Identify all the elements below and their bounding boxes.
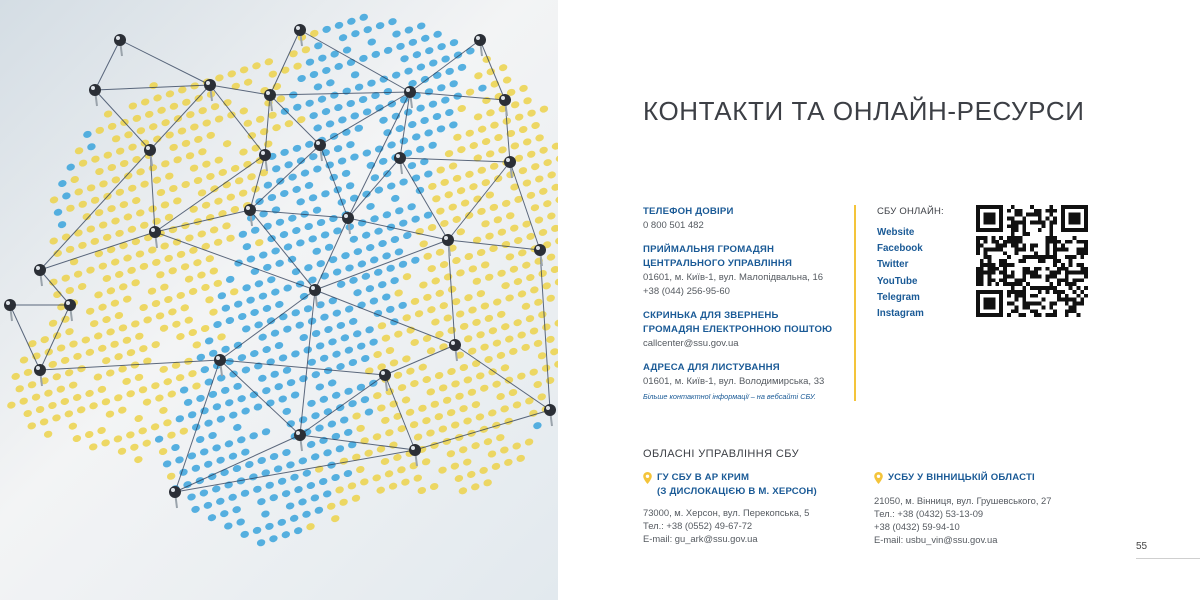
vinnytsia-phone-2[interactable]: +38 (0432) 59-94-10 <box>874 521 960 532</box>
link-website[interactable]: Website <box>877 227 915 238</box>
mailing-heading: АДРЕСА ДЛЯ ЛИСТУВАННЯ <box>643 362 780 373</box>
vinnytsia-email[interactable]: E-mail: usbu_vin@ssu.gov.ua <box>874 534 998 545</box>
office-crimea <box>643 471 873 545</box>
vinnytsia-phone-1[interactable]: Тел.: +38 (0432) 53-13-09 <box>874 508 984 519</box>
mailing-address: 01601, м. Київ-1, вул. Володимирська, 33 <box>643 376 825 387</box>
qr-code[interactable] <box>976 205 1088 317</box>
crimea-phone[interactable]: Тел.: +38 (0552) 49-67-72 <box>643 520 753 531</box>
more-info-note[interactable]: Більше контактної інформації – на вебсайті СБУ. <box>643 392 816 401</box>
mailing-section <box>643 361 853 402</box>
crimea-heading-line2: (З ДИСЛОКАЦІЄЮ В М. ХЕРСОН) <box>657 486 817 497</box>
link-telegram[interactable]: Telegram <box>877 291 920 303</box>
reception-heading-line1: ПРИЙМАЛЬНЯ ГРОМАДЯН <box>643 244 775 255</box>
online-label: СБУ ОНЛАЙН: <box>877 206 944 217</box>
link-facebook[interactable]: Facebook <box>877 243 923 255</box>
network-map-photo <box>0 0 558 600</box>
regional-offices-title: ОБЛАСНІ УПРАВЛІННЯ СБУ <box>643 448 799 460</box>
reception-address: 01601, м. Київ-1, вул. Малопідвальна, 16 <box>643 272 824 283</box>
hotline-section <box>643 205 853 233</box>
email-section <box>643 309 853 351</box>
vinnytsia-address: 21050, м. Вінниця, вул. Грушевського, 27 <box>874 495 1052 506</box>
page-number: 55 <box>1136 541 1148 552</box>
hotline-heading: ТЕЛЕФОН ДОВІРИ <box>643 206 734 217</box>
callcenter-email[interactable]: callcenter@ssu.gov.ua <box>643 338 739 349</box>
page-number-rule <box>1136 558 1200 559</box>
yellow-divider <box>854 205 856 401</box>
reception-section <box>643 243 853 299</box>
link-twitter[interactable]: Twitter <box>877 259 909 271</box>
crimea-address: 73000, м. Херсон, вул. Перекопська, 5 <box>643 507 810 518</box>
email-heading-line2: ГРОМАДЯН ЕЛЕКТРОННОЮ ПОШТОЮ <box>643 324 833 335</box>
reception-heading-line2: ЦЕНТРАЛЬНОГО УПРАВЛІННЯ <box>643 258 793 269</box>
link-youtube[interactable]: YouTube <box>877 275 918 287</box>
online-resources <box>877 205 944 322</box>
email-heading-line1: СКРИНЬКА ДЛЯ ЗВЕРНЕНЬ <box>643 310 779 321</box>
map-pin-icon <box>643 472 652 484</box>
office-vinnytsia <box>874 471 1104 546</box>
contacts-column <box>643 205 853 412</box>
hotline-phone[interactable]: 0 800 501 482 <box>643 220 704 231</box>
vinnytsia-heading: УСБУ У ВІННИЦЬКІЙ ОБЛАСТІ <box>888 472 1035 483</box>
dotted-map <box>0 0 558 600</box>
link-instagram[interactable]: Instagram <box>877 308 924 320</box>
contacts-page <box>558 0 1200 600</box>
crimea-heading-line1: ГУ СБУ В АР КРИМ <box>657 472 750 483</box>
map-pin-icon <box>874 472 883 484</box>
page-title: КОНТАКТИ ТА ОНЛАЙН-РЕСУРСИ <box>643 96 1085 126</box>
network-illustration <box>0 0 558 600</box>
crimea-email[interactable]: E-mail: gu_ark@ssu.gov.ua <box>643 533 758 544</box>
reception-phone[interactable]: +38 (044) 256-95-60 <box>643 286 730 297</box>
